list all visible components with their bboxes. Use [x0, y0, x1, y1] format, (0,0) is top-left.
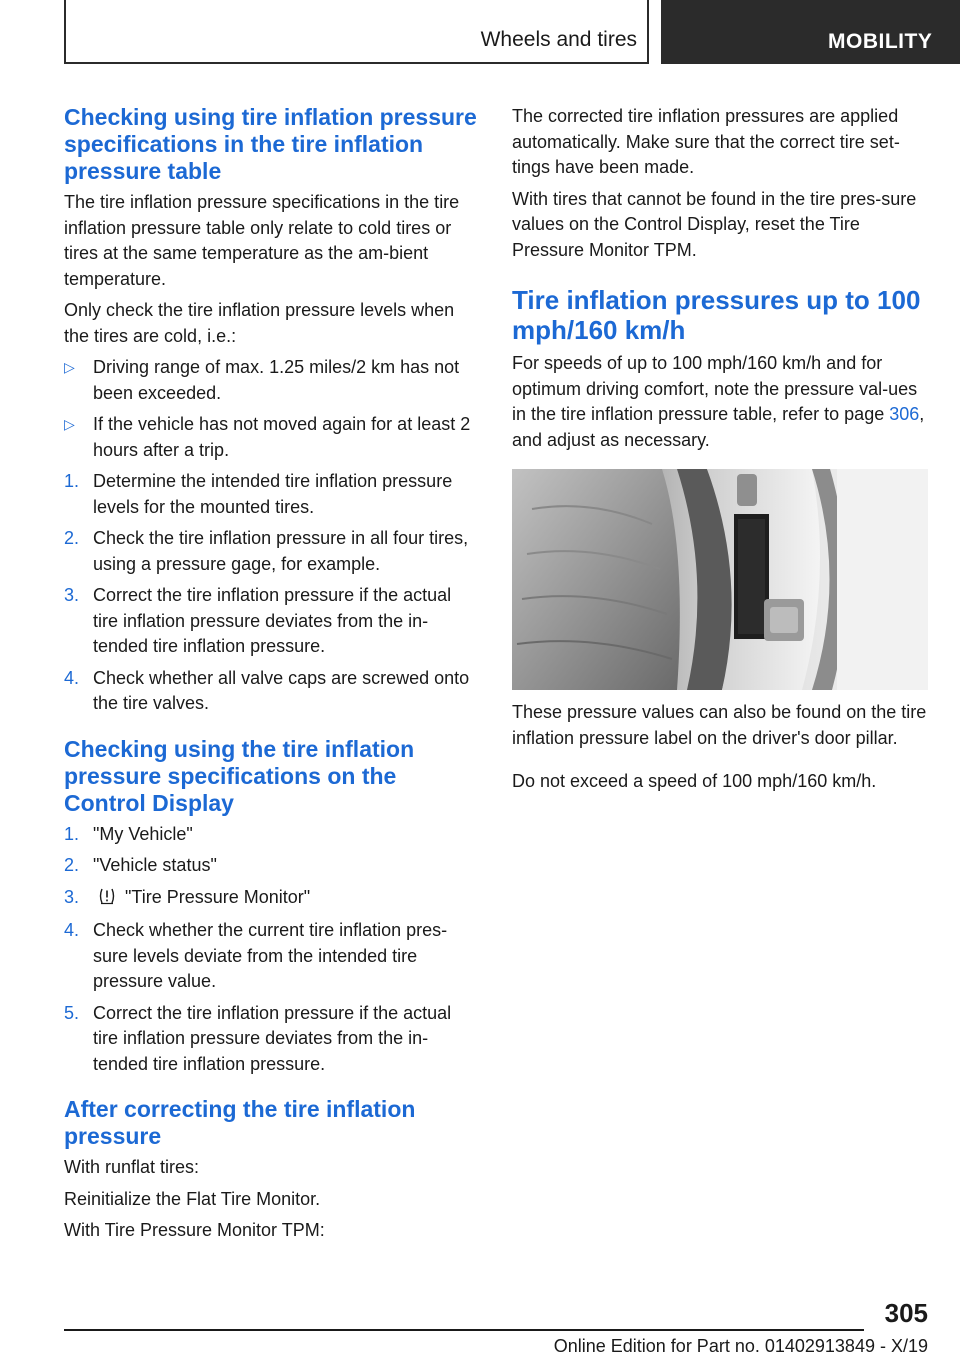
step-text: "My Vehicle": [93, 823, 193, 844]
step-text: Correct the tire inflation pressure if the actual tire inflation pressure deviates from the in-tended tire inflation pressure.: [93, 1002, 452, 1074]
paragraph-tires-not-found: With tires that cannot be found in the tire pres-sure values on the Control Display, reset the Tire Pressure Monitor TPM.: [512, 188, 917, 260]
footer-edition: Online Edition for Part no. 01402913849 - X/19: [553, 1336, 928, 1356]
step-item: [64, 822, 480, 848]
step-item: [64, 885, 480, 913]
paragraph-reinitialize: Reinitialize the Flat Tire Monitor.: [64, 1188, 321, 1209]
heading-speed-pressures: Tire inflation pressures up to 100 mph/160 km/h: [512, 285, 921, 345]
step-number: 3.: [64, 585, 80, 605]
step-item: [64, 666, 480, 717]
triangle-bullet-icon: ▷: [64, 359, 75, 375]
step-text: "Tire Pressure Monitor": [125, 886, 311, 907]
step-number: 3.: [64, 886, 80, 907]
step-number: 4.: [64, 667, 80, 688]
step-number: 5.: [64, 1002, 80, 1023]
bullet-item: [64, 412, 480, 463]
paragraph-runflat: With runflat tires:: [64, 1157, 200, 1177]
footer-divider: [64, 1329, 864, 1331]
step-text: Correct the tire inflation pressure if the actual tire inflation pressure deviates from the in-tended tire inflation pressure.: [93, 585, 452, 656]
header-chapter-title: MOBILITY: [828, 30, 933, 53]
page-number: 305: [884, 1298, 928, 1328]
triangle-bullet-icon: ▷: [64, 416, 75, 432]
speed-text-start: For speeds of up to 100 mph/160 km/h and for optimum driving comfort, note the pressure val-ues in the tire inflation pressure table, refer to page: [512, 353, 918, 424]
step-number: 1.: [64, 471, 80, 491]
step-text: Check the tire inflation pressure in all four tires, using a pressure gage, for example.: [93, 528, 469, 574]
heading-display-check: Checking using the tire inflation pressure specifications on the Control Display: [64, 735, 415, 816]
tire-pressure-warning-icon: [98, 887, 116, 913]
bullet-text: If the vehicle has not moved again for at least 2 hours after a trip.: [93, 414, 471, 460]
step-item: [64, 526, 480, 577]
step-item: [64, 1001, 480, 1078]
heading-table-check: Checking using tire inflation pressure specifications in the tire inflation pressure table: [64, 104, 477, 184]
step-text: Determine the intended tire inflation pressure levels for the mounted tires.: [93, 471, 453, 517]
speed-text-end: , and adjust as necessary.: [512, 404, 925, 450]
door-pillar-label-photo: [512, 469, 928, 690]
paragraph-corrected-applied: The corrected tire inflation pressures are applied automatically. Make sure that the correct tire set-tings have been made.: [512, 106, 900, 177]
step-text: Check whether all valve caps are screwed onto the tire valves.: [93, 667, 470, 713]
step-text: "Vehicle status": [93, 855, 217, 875]
step-number: 2.: [64, 855, 80, 875]
step-item: [64, 918, 480, 995]
paragraph-tpm: With Tire Pressure Monitor TPM:: [64, 1220, 325, 1240]
heading-after-correcting: After correcting the tire inflation pressure: [64, 1096, 416, 1149]
step-number: 1.: [64, 823, 80, 844]
step-item: [64, 469, 480, 520]
step-item: [64, 583, 480, 660]
step-text: Check whether the current tire inflation pres-sure levels deviate from the intended tire pressure value.: [93, 920, 448, 991]
header-chapter-tab: [661, 0, 960, 64]
header-section-title: Wheels and tires: [480, 28, 637, 51]
step-number: 4.: [64, 920, 80, 940]
bullet-text: Driving range of max. 1.25 miles/2 km has not been exceeded.: [93, 357, 460, 403]
header-section-box: [64, 0, 649, 64]
left-column: [64, 104, 480, 1244]
paragraph-door-label: These pressure values can also be found on the tire inflation pressure label on the driver's door pillar.: [512, 702, 927, 748]
paragraph-speed-limit: Do not exceed a speed of 100 mph/160 km/h.: [512, 771, 877, 791]
right-column: [512, 104, 928, 795]
paragraph-speed-comfort: [512, 351, 928, 453]
step-number: 2.: [64, 528, 80, 548]
bullet-item: [64, 355, 480, 406]
paragraph-cold-tires: Only check the tire inflation pressure levels when the tires are cold, i.e.:: [64, 300, 455, 346]
paragraph-table-intro: The tire inflation pressure specifications in the tire inflation pressure table only relate to cold tires or tires at the same temperature as the am-bient temperature.: [64, 192, 460, 289]
step-item: [64, 853, 480, 879]
page-reference-link[interactable]: 306: [889, 404, 920, 424]
